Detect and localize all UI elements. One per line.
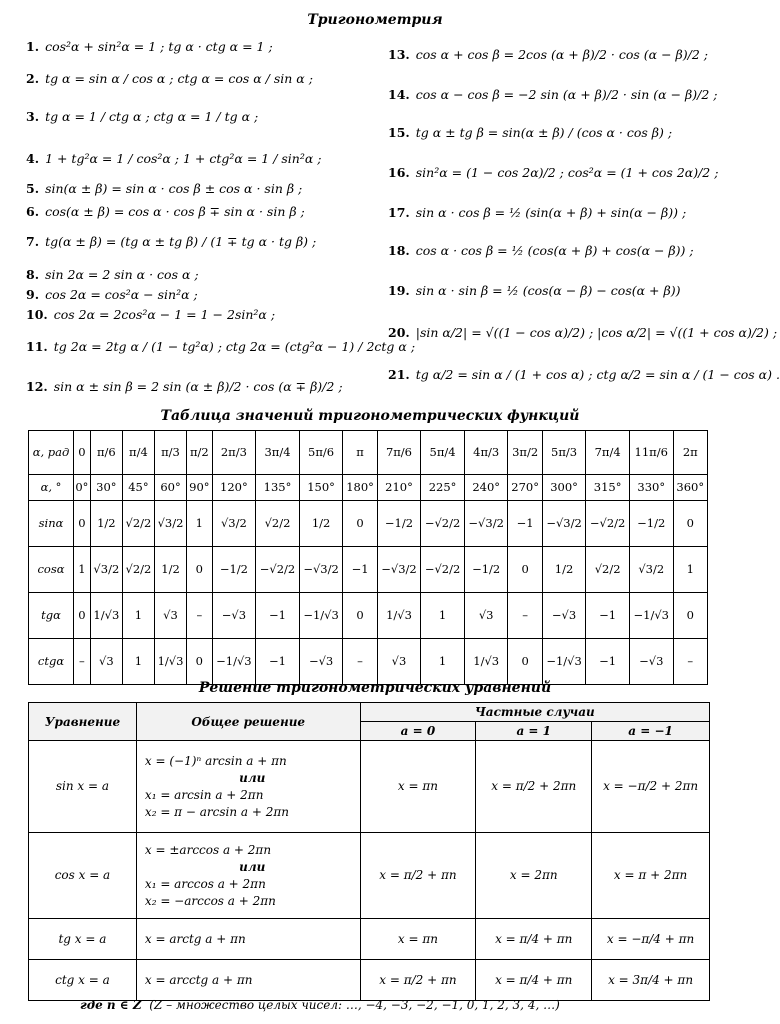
- formula-16: 16. sin²α = (1 − cos 2α)/2 ; cos²α = (1 + cos 2α)/2 ;: [388, 165, 719, 180]
- value-cell: 150°: [299, 475, 343, 501]
- value-cell: 0: [74, 501, 91, 547]
- case-a1-cell: x = π/2 + 2πn: [476, 741, 592, 833]
- value-cell: 30°: [90, 475, 122, 501]
- equation-cell: sin x = a: [29, 741, 137, 833]
- formula-4: 4. 1 + tg²α = 1 / cos²α ; 1 + ctg²α = 1 / sin²α ;: [26, 151, 322, 166]
- values-table-title: Таблица значений тригонометрических функций: [160, 408, 580, 424]
- formula-13: 13. cos α + cos β = 2cos (α + β)/2 · cos (α − β)/2 ;: [388, 47, 708, 62]
- value-cell: 3π/4: [256, 431, 300, 475]
- row-header: sinα: [29, 501, 74, 547]
- value-cell: √3/2: [90, 547, 122, 593]
- value-cell: 0: [74, 431, 91, 475]
- case-am1-cell: x = 3π/4 + πn: [592, 960, 710, 1001]
- table-row: [29, 431, 708, 475]
- value-cell: −1/2: [629, 501, 673, 547]
- case-a0-cell: x = πn: [360, 741, 476, 833]
- value-cell: 0: [673, 501, 707, 547]
- case-a1-cell: x = π/4 + πn: [476, 960, 592, 1001]
- value-cell: 1/√3: [464, 639, 508, 685]
- value-cell: 7π/4: [586, 431, 630, 475]
- value-cell: 1/√3: [377, 593, 421, 639]
- general-solution-cell: x = arctg a + πn: [136, 919, 360, 960]
- value-cell: √2/2: [586, 547, 630, 593]
- value-cell: √2/2: [256, 501, 300, 547]
- equation-cell: ctg x = a: [29, 960, 137, 1001]
- formula-20: 20. |sin α/2| = √((1 − cos α)/2) ; |cos α/2| = √((1 + cos α)/2) ;: [388, 325, 778, 340]
- value-cell: −1: [508, 501, 542, 547]
- header-general: Общее решение: [136, 703, 360, 741]
- value-cell: –: [508, 593, 542, 639]
- case-am1-cell: x = −π/2 + 2πn: [592, 741, 710, 833]
- value-cell: π/3: [154, 431, 186, 475]
- value-cell: −√2/2: [421, 547, 465, 593]
- value-cell: 180°: [343, 475, 377, 501]
- value-cell: −√3: [629, 639, 673, 685]
- value-cell: 210°: [377, 475, 421, 501]
- value-cell: 0: [508, 547, 542, 593]
- value-cell: 0: [343, 501, 377, 547]
- value-cell: √3/2: [629, 547, 673, 593]
- case-a0-cell: x = π/2 + πn: [360, 960, 476, 1001]
- value-cell: √3: [377, 639, 421, 685]
- value-cell: √3: [464, 593, 508, 639]
- value-cell: 225°: [421, 475, 465, 501]
- value-cell: −1: [586, 593, 630, 639]
- value-cell: 1/2: [542, 547, 586, 593]
- value-cell: 5π/4: [421, 431, 465, 475]
- case-a0-cell: x = πn: [360, 919, 476, 960]
- value-cell: 4π/3: [464, 431, 508, 475]
- formula-7: 7. tg(α ± β) = (tg α ± tg β) / (1 ∓ tg α · tg β) ;: [26, 234, 317, 249]
- table-row: [29, 475, 708, 501]
- general-solution-cell: x = ±arccos a + 2πn или x₁ = arccos a + 2πn x₂ = −arccos a + 2πn: [136, 833, 360, 919]
- value-cell: −1: [586, 639, 630, 685]
- value-cell: √2/2: [122, 501, 154, 547]
- value-cell: −√3: [542, 593, 586, 639]
- formula-6: 6. cos(α ± β) = cos α · cos β ∓ sin α · sin β ;: [26, 204, 305, 219]
- value-cell: −√2/2: [256, 547, 300, 593]
- formula-5: 5. sin(α ± β) = sin α · cos β ± cos α · sin β ;: [26, 181, 303, 196]
- table-row: [29, 639, 708, 685]
- value-cell: 1: [187, 501, 213, 547]
- value-cell: 1/2: [90, 501, 122, 547]
- row-header: α, °: [29, 475, 74, 501]
- value-cell: 0: [508, 639, 542, 685]
- row-header: cosα: [29, 547, 74, 593]
- general-solution-cell: x = (−1)ⁿ arcsin a + πn или x₁ = arcsin a + 2πn x₂ = π − arcsin a + 2πn: [136, 741, 360, 833]
- footer-note: где n ∈ Z (Z – множество целых чисел: …, −4, −3, −2, −1, 0, 1, 2, 3, 4, …): [80, 998, 560, 1012]
- equations-title: Решение тригонометрических уравнений: [198, 680, 552, 696]
- value-cell: –: [74, 639, 91, 685]
- value-cell: 315°: [586, 475, 630, 501]
- header-special: Частные случаи: [360, 703, 709, 722]
- value-cell: 5π/3: [542, 431, 586, 475]
- value-cell: 5π/6: [299, 431, 343, 475]
- value-cell: 0°: [74, 475, 91, 501]
- value-cell: 120°: [212, 475, 256, 501]
- value-cell: 0: [187, 639, 213, 685]
- value-cell: 1: [122, 639, 154, 685]
- value-cell: 45°: [122, 475, 154, 501]
- value-cell: 2π: [673, 431, 707, 475]
- value-cell: 300°: [542, 475, 586, 501]
- formula-14: 14. cos α − cos β = −2 sin (α + β)/2 · sin (α − β)/2 ;: [388, 87, 718, 102]
- value-cell: 7π/6: [377, 431, 421, 475]
- case-a1-cell: x = π/4 + πn: [476, 919, 592, 960]
- formula-8: 8. sin 2α = 2 sin α · cos α ;: [26, 267, 199, 282]
- formula-1: 1. cos²α + sin²α = 1 ; tg α · ctg α = 1 ;: [26, 39, 273, 54]
- value-cell: π: [343, 431, 377, 475]
- formula-12: 12. sin α ± sin β = 2 sin (α ± β)/2 · cos (α ∓ β)/2 ;: [26, 379, 343, 394]
- value-cell: 0: [343, 593, 377, 639]
- formula-19: 19. sin α · sin β = ½ (cos(α − β) − cos(α + β)): [388, 283, 681, 298]
- table-row: [29, 547, 708, 593]
- value-cell: 1: [673, 547, 707, 593]
- formula-15: 15. tg α ± tg β = sin(α ± β) / (cos α · cos β) ;: [388, 125, 673, 140]
- table-row: [29, 593, 708, 639]
- formula-2: 2. tg α = sin α / cos α ; ctg α = cos α / sin α ;: [26, 71, 313, 86]
- value-cell: 1: [421, 593, 465, 639]
- header-equation: Уравнение: [29, 703, 137, 741]
- formula-21: 21. tg α/2 = sin α / (1 + cos α) ; ctg α/2 = sin α / (1 − cos α) .: [388, 367, 780, 382]
- value-cell: –: [343, 639, 377, 685]
- value-cell: −√2/2: [421, 501, 465, 547]
- page-title: Тригонометрия: [307, 12, 443, 28]
- value-cell: √3/2: [212, 501, 256, 547]
- formula-17: 17. sin α · cos β = ½ (sin(α + β) + sin(α − β)) ;: [388, 205, 687, 220]
- header-am1: a = −1: [592, 722, 710, 741]
- value-cell: −1/√3: [299, 593, 343, 639]
- value-cell: −1/2: [377, 501, 421, 547]
- table-row: [29, 960, 710, 1001]
- table-row: [29, 741, 710, 833]
- value-cell: −√3/2: [377, 547, 421, 593]
- value-cell: √2/2: [122, 547, 154, 593]
- value-cell: −1: [256, 639, 300, 685]
- value-cell: √3: [154, 593, 186, 639]
- formula-3: 3. tg α = 1 / ctg α ; ctg α = 1 / tg α ;: [26, 109, 259, 124]
- value-cell: −√3/2: [299, 547, 343, 593]
- value-cell: 3π/2: [508, 431, 542, 475]
- header-a0: a = 0: [360, 722, 476, 741]
- value-cell: 1/2: [154, 547, 186, 593]
- case-am1-cell: x = −π/4 + πn: [592, 919, 710, 960]
- value-cell: −1: [343, 547, 377, 593]
- row-header: tgα: [29, 593, 74, 639]
- value-cell: 240°: [464, 475, 508, 501]
- value-cell: –: [673, 639, 707, 685]
- value-cell: π/2: [187, 431, 213, 475]
- value-cell: −1/2: [212, 547, 256, 593]
- formula-10: 10. cos 2α = 2cos²α − 1 = 1 − 2sin²α ;: [26, 307, 276, 322]
- value-cell: 1: [122, 593, 154, 639]
- value-cell: −1: [256, 593, 300, 639]
- value-cell: 360°: [673, 475, 707, 501]
- value-cell: 1/√3: [90, 593, 122, 639]
- value-cell: −1/2: [464, 547, 508, 593]
- value-cell: −√3: [212, 593, 256, 639]
- general-solution-cell: x = arcctg a + πn: [136, 960, 360, 1001]
- table-row: [29, 501, 708, 547]
- value-cell: 1/2: [299, 501, 343, 547]
- table-row: [29, 919, 710, 960]
- value-cell: 1: [74, 547, 91, 593]
- value-cell: 90°: [187, 475, 213, 501]
- value-cell: 0: [187, 547, 213, 593]
- equation-cell: cos x = a: [29, 833, 137, 919]
- formula-9: 9. cos 2α = cos²α − sin²α ;: [26, 287, 198, 302]
- value-cell: −√3: [299, 639, 343, 685]
- value-cell: √3: [90, 639, 122, 685]
- value-cell: −√3/2: [464, 501, 508, 547]
- value-cell: 0: [74, 593, 91, 639]
- formula-18: 18. cos α · cos β = ½ (cos(α + β) + cos(α − β)) ;: [388, 243, 694, 258]
- value-cell: 1/√3: [154, 639, 186, 685]
- table-row: [29, 833, 710, 919]
- value-cell: 0: [673, 593, 707, 639]
- equation-cell: tg x = a: [29, 919, 137, 960]
- value-cell: π/6: [90, 431, 122, 475]
- value-cell: 270°: [508, 475, 542, 501]
- row-header: α, рад: [29, 431, 74, 475]
- formula-11: 11. tg 2α = 2tg α / (1 − tg²α) ; ctg 2α = (ctg²α − 1) / 2ctg α ;: [26, 339, 416, 354]
- value-cell: −1/√3: [629, 593, 673, 639]
- value-cell: √3/2: [154, 501, 186, 547]
- value-cell: 2π/3: [212, 431, 256, 475]
- value-cell: −√2/2: [586, 501, 630, 547]
- value-cell: −1/√3: [542, 639, 586, 685]
- value-cell: 60°: [154, 475, 186, 501]
- value-cell: 135°: [256, 475, 300, 501]
- row-header: ctgα: [29, 639, 74, 685]
- value-cell: −1/√3: [212, 639, 256, 685]
- trig-values-table: [28, 430, 708, 685]
- value-cell: −√3/2: [542, 501, 586, 547]
- equations-table: [28, 702, 710, 1001]
- header-a1: a = 1: [476, 722, 592, 741]
- case-a1-cell: x = 2πn: [476, 833, 592, 919]
- case-a0-cell: x = π/2 + πn: [360, 833, 476, 919]
- value-cell: 1: [421, 639, 465, 685]
- value-cell: 330°: [629, 475, 673, 501]
- value-cell: 11π/6: [629, 431, 673, 475]
- value-cell: –: [187, 593, 213, 639]
- value-cell: π/4: [122, 431, 154, 475]
- case-am1-cell: x = π + 2πn: [592, 833, 710, 919]
